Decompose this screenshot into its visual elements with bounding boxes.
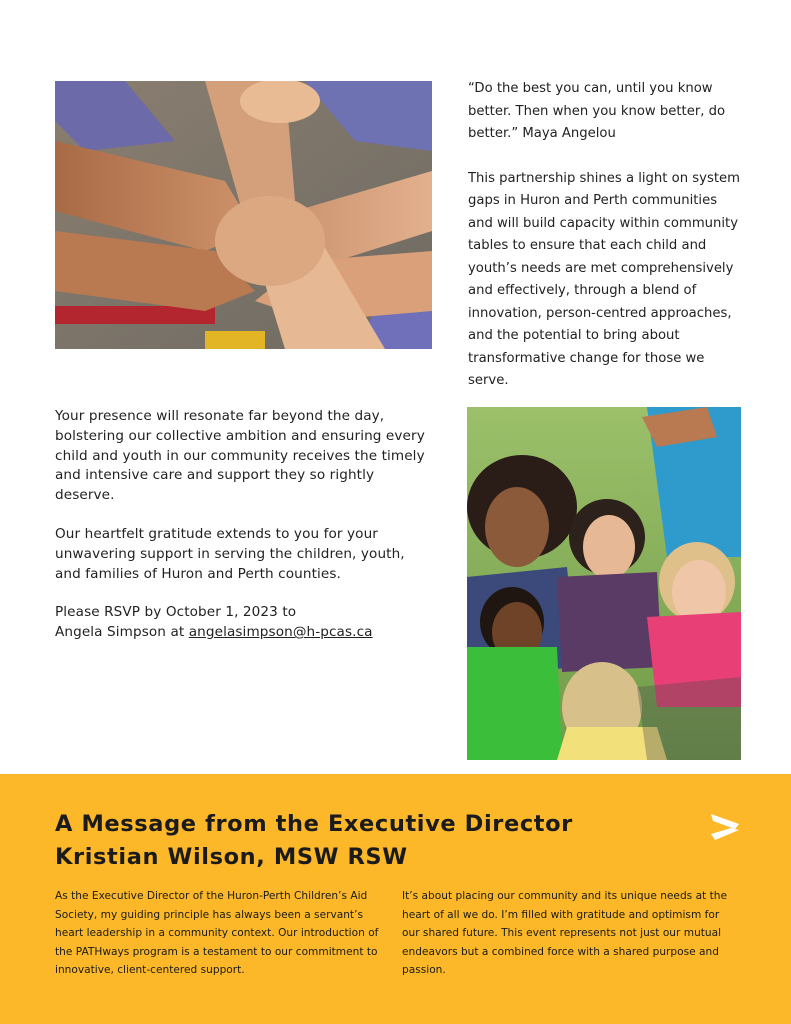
quote-text: “Do the best you can, until you know better. Then when you know better, do better.” Maya Angelou	[468, 81, 726, 141]
children-photo	[467, 407, 741, 760]
banner-title-line-2: Kristian Wilson, MSW RSW	[55, 844, 408, 870]
banner-title-line-1: A Message from the Executive Director	[55, 811, 573, 837]
partnership-paragraph: This partnership shines a light on system gaps in Huron and Perth communities and will build capacity within community tables to ensure that each child and youth’s needs are met comprehensively and effectively, through a blend of innovation, person-centred approaches, and the potential to bring about transformative change for those we serve.	[468, 170, 740, 388]
chevron-logo-icon	[709, 812, 741, 846]
invitation-column	[55, 407, 427, 643]
message-column-1: As the Executive Director of the Huron-Perth Children’s Aid Society, my guiding principle has always been a servant’s heart leadership in a community context. Our introduction of the PATHways program is a testament to our commitment to innovative, client-centered support.	[55, 890, 379, 977]
banner-title	[55, 808, 573, 874]
rsvp-email-link[interactable]: angelasimpson@h-pcas.ca	[188, 624, 373, 641]
rsvp-line-1: Please RSVP by October 1, 2023 to	[55, 604, 297, 621]
gratitude-paragraph: Our heartfelt gratitude extends to you for your unwavering support in serving the children, youth, and families of Huron and Perth counties.	[55, 525, 405, 582]
presence-paragraph: Your presence will resonate far beyond the day, bolstering our collective ambition and ensuring every child and youth in our community receives the timely and intensive care and support they so rightly deserve.	[55, 408, 425, 504]
rsvp-paragraph	[55, 603, 427, 643]
quote-column	[468, 78, 743, 393]
message-column-2: It’s about placing our community and its unique needs at the heart of all we do. I’m filled with gratitude and optimism for our shared future. This event represents not just our mutual endeavors but a combined force with a shared purpose and passion.	[402, 890, 727, 977]
hands-photo	[55, 81, 432, 349]
rsvp-line-2: Angela Simpson at	[55, 624, 189, 641]
executive-director-banner	[0, 774, 791, 1024]
